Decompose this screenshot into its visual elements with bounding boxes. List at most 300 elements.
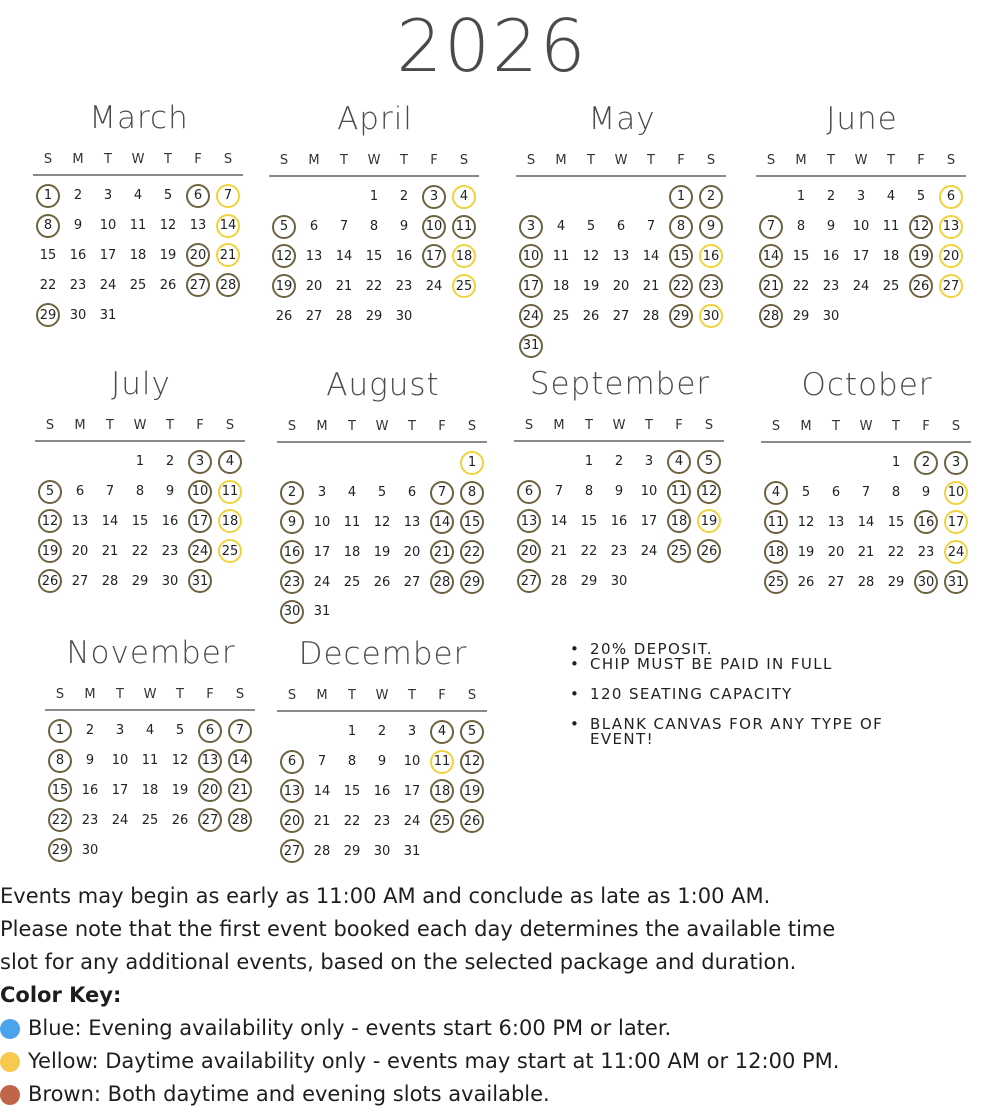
weekday-header: T bbox=[827, 152, 835, 168]
day-number: 31 bbox=[522, 338, 540, 354]
day-number: 22 bbox=[131, 543, 149, 559]
day-cell-unavailable bbox=[75, 776, 105, 806]
day-number: 3 bbox=[195, 454, 205, 470]
day-cell-brown bbox=[183, 181, 213, 211]
day-number: 17 bbox=[111, 782, 129, 798]
day-number: 19 bbox=[41, 543, 59, 559]
empty-cell bbox=[544, 447, 574, 477]
day-number: 9 bbox=[85, 753, 95, 769]
day-number: 15 bbox=[51, 782, 69, 798]
day-number: 7 bbox=[105, 484, 115, 500]
weekday-header: W bbox=[614, 152, 628, 168]
day-cell-unavailable bbox=[125, 447, 155, 477]
weekday-header: S bbox=[771, 418, 781, 434]
day-cell-unavailable bbox=[851, 478, 881, 508]
day-cell-brown bbox=[516, 301, 546, 331]
day-number: 25 bbox=[343, 574, 361, 590]
weekday-header: S bbox=[55, 686, 65, 702]
day-cell-unavailable bbox=[337, 717, 367, 747]
day-number: 11 bbox=[670, 484, 688, 500]
day-cell-brown bbox=[225, 776, 255, 806]
day-number: 5 bbox=[163, 188, 173, 204]
day-cell-yellow bbox=[694, 507, 724, 537]
day-cell-unavailable bbox=[821, 537, 851, 567]
day-cell-brown bbox=[185, 536, 215, 566]
day-number: 8 bbox=[584, 484, 594, 500]
day-number: 5 bbox=[45, 484, 55, 500]
weekday-header-row bbox=[269, 149, 481, 171]
day-cell-unavailable bbox=[105, 746, 135, 776]
day-number: 2 bbox=[287, 485, 297, 501]
weekday-header-row bbox=[35, 414, 247, 436]
day-number: 19 bbox=[159, 247, 177, 263]
day-number: 30 bbox=[917, 574, 935, 590]
header-divider bbox=[45, 709, 255, 711]
day-number: 24 bbox=[425, 278, 443, 294]
day-cell-brown bbox=[906, 212, 936, 242]
weekday-header: W bbox=[143, 686, 157, 702]
day-cell-unavailable bbox=[574, 507, 604, 537]
day-cell-unavailable bbox=[65, 566, 95, 596]
day-cell-unavailable bbox=[95, 477, 125, 507]
day-cell-unavailable bbox=[851, 537, 881, 567]
day-cell-brown bbox=[516, 242, 546, 272]
day-number: 7 bbox=[861, 485, 871, 501]
day-number: 23 bbox=[917, 544, 935, 560]
day-number: 28 bbox=[762, 308, 780, 324]
day-number: 16 bbox=[161, 513, 179, 529]
day-number: 9 bbox=[377, 754, 387, 770]
month-december bbox=[277, 632, 489, 866]
day-cell-brown bbox=[516, 271, 546, 301]
day-cell-yellow bbox=[449, 182, 479, 212]
day-cell-brown bbox=[941, 567, 971, 597]
day-number: 12 bbox=[373, 514, 391, 530]
day-cell-brown bbox=[457, 508, 487, 538]
day-cell-brown bbox=[45, 716, 75, 746]
day-cell-unavailable bbox=[851, 508, 881, 538]
day-number: 2 bbox=[165, 454, 175, 470]
month-may bbox=[516, 97, 728, 361]
color-key-blue-label: Blue: Evening availability only - events start 6:00 PM or later. bbox=[28, 1016, 672, 1040]
day-number: 27 bbox=[942, 278, 960, 294]
day-number: 28 bbox=[433, 574, 451, 590]
day-number: 26 bbox=[463, 813, 481, 829]
day-number: 23 bbox=[395, 278, 413, 294]
day-number: 20 bbox=[189, 247, 207, 263]
day-number: 8 bbox=[347, 754, 357, 770]
day-cell-brown bbox=[761, 508, 791, 538]
day-number: 18 bbox=[882, 248, 900, 264]
day-cell-unavailable bbox=[786, 242, 816, 272]
day-number: 25 bbox=[221, 543, 239, 559]
day-cell-yellow bbox=[213, 241, 243, 271]
day-cell-unavailable bbox=[105, 716, 135, 746]
weekday-header: M bbox=[553, 417, 565, 433]
day-number: 5 bbox=[175, 723, 185, 739]
day-number: 31 bbox=[313, 604, 331, 620]
day-number: 1 bbox=[467, 455, 477, 471]
day-number: 8 bbox=[676, 219, 686, 235]
brown-dot-icon bbox=[0, 1085, 20, 1105]
day-cell-brown bbox=[664, 447, 694, 477]
day-number: 23 bbox=[373, 813, 391, 829]
day-cell-brown bbox=[225, 716, 255, 746]
weekday-header: S bbox=[467, 687, 477, 703]
weekday-header: S bbox=[225, 417, 235, 433]
day-number: 1 bbox=[891, 455, 901, 471]
day-cell-brown bbox=[911, 508, 941, 538]
day-cell-brown bbox=[427, 508, 457, 538]
weekday-header: M bbox=[555, 152, 567, 168]
day-cell-yellow bbox=[696, 242, 726, 272]
day-cell-unavailable bbox=[155, 507, 185, 537]
day-cell-unavailable bbox=[544, 536, 574, 566]
day-cell-unavailable bbox=[155, 447, 185, 477]
day-cell-unavailable bbox=[367, 806, 397, 836]
day-cell-unavailable bbox=[307, 777, 337, 807]
day-cell-unavailable bbox=[846, 242, 876, 272]
day-number: 13 bbox=[305, 248, 323, 264]
day-number: 9 bbox=[826, 219, 836, 235]
month-april bbox=[269, 97, 481, 331]
day-cell-unavailable bbox=[604, 536, 634, 566]
day-number: 1 bbox=[43, 188, 53, 204]
notes-line-first-event: Please note that the first event booked each day determines the available time bbox=[0, 917, 836, 941]
day-number: 6 bbox=[287, 754, 297, 770]
day-cell-unavailable bbox=[75, 716, 105, 746]
day-number: 13 bbox=[71, 513, 89, 529]
day-number: 6 bbox=[309, 219, 319, 235]
day-cell-yellow bbox=[936, 182, 966, 212]
day-number: 23 bbox=[161, 543, 179, 559]
day-cell-brown bbox=[225, 746, 255, 776]
weekday-header: F bbox=[677, 152, 685, 168]
day-cell-unavailable bbox=[337, 508, 367, 538]
weekday-header: T bbox=[164, 151, 172, 167]
day-cell-yellow bbox=[449, 271, 479, 301]
info-bullet-deposit: • 20% DEPOSIT. bbox=[570, 642, 930, 657]
day-number: 12 bbox=[700, 484, 718, 500]
empty-cell bbox=[821, 448, 851, 478]
day-cell-unavailable bbox=[63, 211, 93, 241]
weekday-header: T bbox=[348, 418, 356, 434]
day-number: 16 bbox=[822, 248, 840, 264]
day-number: 2 bbox=[85, 723, 95, 739]
day-number: 7 bbox=[766, 219, 776, 235]
day-number: 27 bbox=[612, 308, 630, 324]
day-cell-unavailable bbox=[93, 300, 123, 330]
day-number: 21 bbox=[219, 247, 237, 263]
empty-cell bbox=[761, 448, 791, 478]
day-cell-brown bbox=[457, 747, 487, 777]
day-number: 28 bbox=[335, 308, 353, 324]
weekday-header-row bbox=[277, 415, 489, 437]
day-cell-unavailable bbox=[337, 806, 367, 836]
empty-cell bbox=[337, 448, 367, 478]
day-cell-unavailable bbox=[816, 182, 846, 212]
day-cell-unavailable bbox=[389, 182, 419, 212]
header-divider bbox=[277, 710, 487, 712]
day-cell-unavailable bbox=[846, 182, 876, 212]
day-cell-unavailable bbox=[606, 271, 636, 301]
day-cell-unavailable bbox=[329, 271, 359, 301]
day-cell-brown bbox=[666, 212, 696, 242]
day-number: 16 bbox=[69, 247, 87, 263]
day-cell-brown bbox=[666, 301, 696, 331]
day-number: 11 bbox=[433, 754, 451, 770]
day-number: 28 bbox=[313, 843, 331, 859]
day-number: 13 bbox=[283, 783, 301, 799]
day-number: 17 bbox=[313, 544, 331, 560]
day-cell-yellow bbox=[215, 477, 245, 507]
day-number: 22 bbox=[672, 278, 690, 294]
day-number: 25 bbox=[767, 574, 785, 590]
day-cell-unavailable bbox=[337, 567, 367, 597]
weekday-header: S bbox=[459, 152, 469, 168]
day-cell-unavailable bbox=[367, 777, 397, 807]
header-divider bbox=[277, 441, 487, 443]
info-bullet-canvas: • BLANK CANVAS FOR ANY TYPE OF EVENT! bbox=[570, 717, 930, 747]
day-number: 6 bbox=[205, 723, 215, 739]
day-number: 17 bbox=[947, 514, 965, 530]
day-number: 16 bbox=[610, 513, 628, 529]
day-number: 4 bbox=[347, 485, 357, 501]
day-cell-unavailable bbox=[636, 212, 666, 242]
day-number: 24 bbox=[403, 813, 421, 829]
empty-cell bbox=[791, 448, 821, 478]
day-number: 29 bbox=[463, 574, 481, 590]
day-number: 4 bbox=[133, 188, 143, 204]
day-cell-brown bbox=[666, 271, 696, 301]
day-number: 24 bbox=[522, 308, 540, 324]
day-grid bbox=[756, 182, 968, 331]
day-cell-unavailable bbox=[63, 270, 93, 300]
day-cell-unavailable bbox=[93, 211, 123, 241]
day-number: 22 bbox=[792, 278, 810, 294]
day-cell-brown bbox=[427, 478, 457, 508]
day-number: 18 bbox=[129, 247, 147, 263]
day-cell-brown bbox=[449, 212, 479, 242]
day-cell-unavailable bbox=[546, 271, 576, 301]
empty-cell bbox=[299, 182, 329, 212]
day-cell-brown bbox=[195, 716, 225, 746]
day-number: 5 bbox=[377, 485, 387, 501]
day-number: 9 bbox=[614, 484, 624, 500]
weekday-header-row bbox=[45, 683, 257, 705]
day-cell-brown bbox=[694, 447, 724, 477]
weekday-header: T bbox=[587, 152, 595, 168]
weekday-header: M bbox=[84, 686, 96, 702]
weekday-header-row bbox=[277, 684, 489, 706]
day-cell-yellow bbox=[936, 212, 966, 242]
weekday-header: W bbox=[131, 151, 145, 167]
day-cell-brown bbox=[756, 242, 786, 272]
day-number: 6 bbox=[407, 485, 417, 501]
day-cell-unavailable bbox=[123, 270, 153, 300]
day-cell-brown bbox=[269, 271, 299, 301]
header-divider bbox=[35, 440, 245, 442]
day-cell-unavailable bbox=[329, 212, 359, 242]
day-cell-unavailable bbox=[816, 212, 846, 242]
color-key-brown-label: Brown: Both daytime and evening slots available. bbox=[28, 1082, 550, 1106]
day-cell-unavailable bbox=[791, 537, 821, 567]
day-cell-unavailable bbox=[153, 270, 183, 300]
day-cell-unavailable bbox=[397, 747, 427, 777]
empty-cell bbox=[35, 447, 65, 477]
weekday-header: T bbox=[645, 417, 653, 433]
day-cell-unavailable bbox=[906, 182, 936, 212]
day-cell-unavailable bbox=[576, 271, 606, 301]
day-number: 20 bbox=[827, 544, 845, 560]
day-cell-unavailable bbox=[359, 212, 389, 242]
day-number: 21 bbox=[231, 782, 249, 798]
day-cell-unavailable bbox=[329, 242, 359, 272]
day-number: 7 bbox=[554, 484, 564, 500]
day-cell-unavailable bbox=[165, 716, 195, 746]
day-number: 16 bbox=[81, 782, 99, 798]
day-number: 1 bbox=[676, 189, 686, 205]
day-cell-brown bbox=[514, 507, 544, 537]
month-september bbox=[514, 362, 726, 596]
day-number: 26 bbox=[171, 812, 189, 828]
year-title: 2026 bbox=[396, 4, 588, 88]
day-number: 20 bbox=[283, 813, 301, 829]
day-number: 4 bbox=[145, 723, 155, 739]
weekday-header: S bbox=[45, 417, 55, 433]
day-cell-brown bbox=[911, 567, 941, 597]
weekday-header: F bbox=[206, 686, 214, 702]
day-number: 25 bbox=[670, 543, 688, 559]
empty-cell bbox=[277, 448, 307, 478]
day-cell-unavailable bbox=[307, 478, 337, 508]
day-cell-brown bbox=[45, 835, 75, 865]
day-cell-unavailable bbox=[389, 212, 419, 242]
day-grid bbox=[269, 182, 481, 331]
day-number: 15 bbox=[580, 513, 598, 529]
weekday-header-row bbox=[514, 414, 726, 436]
day-number: 29 bbox=[343, 843, 361, 859]
day-number: 17 bbox=[640, 513, 658, 529]
day-number: 7 bbox=[339, 219, 349, 235]
day-cell-unavailable bbox=[851, 567, 881, 597]
day-cell-unavailable bbox=[165, 776, 195, 806]
day-number: 25 bbox=[882, 278, 900, 294]
day-number: 18 bbox=[141, 782, 159, 798]
day-number: 1 bbox=[135, 454, 145, 470]
day-cell-unavailable bbox=[155, 477, 185, 507]
day-number: 9 bbox=[399, 219, 409, 235]
weekday-header: T bbox=[116, 686, 124, 702]
empty-cell bbox=[65, 447, 95, 477]
day-number: 13 bbox=[827, 514, 845, 530]
day-number: 25 bbox=[141, 812, 159, 828]
day-number: 14 bbox=[550, 513, 568, 529]
day-number: 2 bbox=[826, 189, 836, 205]
day-number: 2 bbox=[377, 724, 387, 740]
day-cell-unavailable bbox=[816, 301, 846, 331]
day-number: 3 bbox=[115, 723, 125, 739]
day-number: 16 bbox=[395, 248, 413, 264]
day-cell-unavailable bbox=[419, 271, 449, 301]
day-cell-yellow bbox=[427, 747, 457, 777]
day-cell-unavailable bbox=[634, 536, 664, 566]
day-cell-brown bbox=[269, 242, 299, 272]
day-cell-unavailable bbox=[359, 242, 389, 272]
day-cell-unavailable bbox=[269, 301, 299, 331]
day-cell-unavailable bbox=[359, 301, 389, 331]
day-number: 16 bbox=[283, 544, 301, 560]
day-cell-brown bbox=[185, 507, 215, 537]
day-cell-unavailable bbox=[307, 508, 337, 538]
day-cell-brown bbox=[277, 597, 307, 627]
day-cell-brown bbox=[277, 478, 307, 508]
day-cell-unavailable bbox=[329, 301, 359, 331]
day-number: 22 bbox=[580, 543, 598, 559]
day-number: 19 bbox=[373, 544, 391, 560]
day-cell-brown bbox=[457, 777, 487, 807]
day-number: 31 bbox=[947, 574, 965, 590]
month-august bbox=[277, 363, 489, 627]
day-grid bbox=[33, 181, 245, 330]
day-cell-unavailable bbox=[634, 447, 664, 477]
day-number: 30 bbox=[822, 308, 840, 324]
day-number: 14 bbox=[219, 218, 237, 234]
day-number: 5 bbox=[586, 219, 596, 235]
day-cell-brown bbox=[33, 211, 63, 241]
day-cell-unavailable bbox=[95, 507, 125, 537]
day-number: 25 bbox=[552, 308, 570, 324]
day-cell-unavailable bbox=[574, 536, 604, 566]
day-cell-brown bbox=[666, 182, 696, 212]
weekday-header: T bbox=[408, 687, 416, 703]
day-number: 11 bbox=[882, 219, 900, 235]
day-number: 1 bbox=[369, 189, 379, 205]
day-number: 6 bbox=[193, 188, 203, 204]
weekday-header: T bbox=[892, 418, 900, 434]
weekday-header: F bbox=[675, 417, 683, 433]
weekday-header: F bbox=[194, 151, 202, 167]
month-october bbox=[761, 363, 973, 597]
day-cell-unavailable bbox=[299, 271, 329, 301]
day-cell-yellow bbox=[215, 536, 245, 566]
day-cell-unavailable bbox=[786, 212, 816, 242]
day-number: 16 bbox=[917, 514, 935, 530]
day-cell-unavailable bbox=[604, 447, 634, 477]
day-cell-unavailable bbox=[636, 271, 666, 301]
day-number: 17 bbox=[522, 278, 540, 294]
day-number: 12 bbox=[41, 513, 59, 529]
day-number: 21 bbox=[335, 278, 353, 294]
day-number: 29 bbox=[39, 307, 57, 323]
day-number: 14 bbox=[231, 753, 249, 769]
day-cell-brown bbox=[516, 331, 546, 361]
weekday-header: T bbox=[400, 152, 408, 168]
day-number: 13 bbox=[942, 219, 960, 235]
month-july bbox=[35, 362, 247, 596]
empty-cell bbox=[427, 448, 457, 478]
day-number: 17 bbox=[191, 513, 209, 529]
day-number: 21 bbox=[857, 544, 875, 560]
day-number: 12 bbox=[797, 514, 815, 530]
weekday-header: T bbox=[585, 417, 593, 433]
day-cell-brown bbox=[694, 536, 724, 566]
day-cell-unavailable bbox=[63, 241, 93, 271]
day-cell-brown bbox=[419, 212, 449, 242]
day-number: 19 bbox=[582, 278, 600, 294]
day-cell-brown bbox=[35, 477, 65, 507]
day-cell-brown bbox=[419, 242, 449, 272]
